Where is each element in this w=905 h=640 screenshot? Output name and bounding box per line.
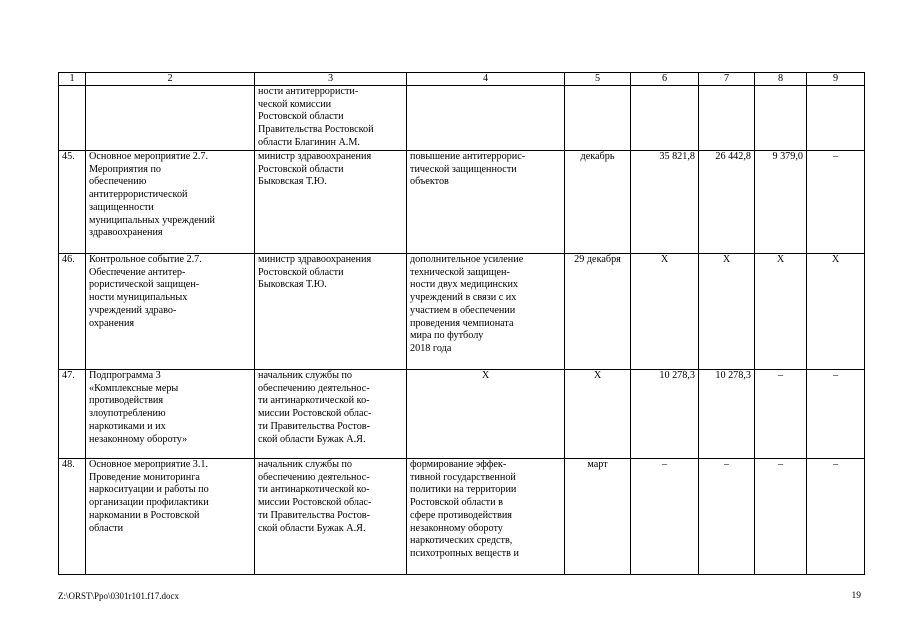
header-col-3: 3 <box>255 73 407 86</box>
header-col-7: 7 <box>699 73 755 86</box>
row-number: 45. <box>59 151 86 254</box>
page-number: 19 <box>851 591 861 601</box>
value-col-7: Х <box>699 254 755 370</box>
header-col-8: 8 <box>755 73 807 86</box>
deadline: декабрь <box>565 151 631 254</box>
table-row <box>59 151 865 254</box>
event-name: Контрольное событие 2.7. Обеспечение антитер- рористической защищен- ности муниципальных учреждений здраво- охранения <box>86 254 255 370</box>
responsible: министр здравоохранения Ростовской области Быковская Т.Ю. <box>255 254 407 370</box>
header-row <box>59 73 865 86</box>
expected-result: Х <box>407 370 565 459</box>
header-col-2: 2 <box>86 73 255 86</box>
event-name <box>86 86 255 151</box>
deadline: март <box>565 459 631 575</box>
value-col-9: – <box>807 459 865 575</box>
deadline: Х <box>565 370 631 459</box>
table-row <box>59 86 865 151</box>
value-col-8: – <box>755 459 807 575</box>
header-col-6: 6 <box>631 73 699 86</box>
header-col-1: 1 <box>59 73 86 86</box>
row-number: 48. <box>59 459 86 575</box>
value-col-7 <box>699 86 755 151</box>
value-col-9 <box>807 86 865 151</box>
value-col-7: 10 278,3 <box>699 370 755 459</box>
value-col-6 <box>631 86 699 151</box>
event-name: Подпрограмма 3 «Комплексные меры противодействия злоупотреблению наркотиками и их незаконному обороту» <box>86 370 255 459</box>
responsible: начальник службы по обеспечению деятельнос- ти антинаркотической ко- миссии Ростовской облас- ти Правительства Ростов- ской области Бужак А.Я. <box>255 459 407 575</box>
footer-file-path: Z:\ORST\Ppo\0301r101.f17.docx <box>58 591 179 601</box>
deadline <box>565 86 631 151</box>
event-name: Основное мероприятие 3.1. Проведение мониторинга наркоситуации и работы по организации профилактики наркомании в Ростовской области <box>86 459 255 575</box>
value-col-9: Х <box>807 254 865 370</box>
value-col-9: – <box>807 370 865 459</box>
responsible: министр здравоохранения Ростовской области Быковская Т.Ю. <box>255 151 407 254</box>
row-number: 46. <box>59 254 86 370</box>
plan-table <box>58 72 865 575</box>
value-col-6: 35 821,8 <box>631 151 699 254</box>
expected-result <box>407 86 565 151</box>
value-col-8: Х <box>755 254 807 370</box>
table-row <box>59 370 865 459</box>
value-col-7: 26 442,8 <box>699 151 755 254</box>
value-col-8 <box>755 86 807 151</box>
value-col-8: 9 379,0 <box>755 151 807 254</box>
header-col-4: 4 <box>407 73 565 86</box>
expected-result: формирование эффек- тивной государственной политики на территории Ростовской области в сфере противодействия незаконному обороту наркотических средств, психотропных веществ и <box>407 459 565 575</box>
value-col-6: 10 278,3 <box>631 370 699 459</box>
header-col-9: 9 <box>807 73 865 86</box>
table-row <box>59 254 865 370</box>
deadline: 29 декабря <box>565 254 631 370</box>
event-name: Основное мероприятие 2.7. Мероприятия по обеспечению антитеррористической защищенности муниципальных учреждений здравоохранения <box>86 151 255 254</box>
row-number: 47. <box>59 370 86 459</box>
row-number <box>59 86 86 151</box>
value-col-6: – <box>631 459 699 575</box>
value-col-6: Х <box>631 254 699 370</box>
expected-result: дополнительное усиление технической защищен- ности двух медицинских учреждений в связи с их участием в обеспечении проведения чемпионата мира по футболу 2018 года <box>407 254 565 370</box>
responsible: ности антитеррористи- ческой комиссии Ростовской области Правительства Ростовской области Благинин А.М. <box>255 86 407 151</box>
value-col-7: – <box>699 459 755 575</box>
value-col-8: – <box>755 370 807 459</box>
value-col-9: – <box>807 151 865 254</box>
expected-result: повышение антитеррорис- тической защищенности объектов <box>407 151 565 254</box>
table-row <box>59 459 865 575</box>
responsible: начальник службы по обеспечению деятельнос- ти антинаркотической ко- миссии Ростовской облас- ти Правительства Ростов- ской области Бужак А.Я. <box>255 370 407 459</box>
header-col-5: 5 <box>565 73 631 86</box>
